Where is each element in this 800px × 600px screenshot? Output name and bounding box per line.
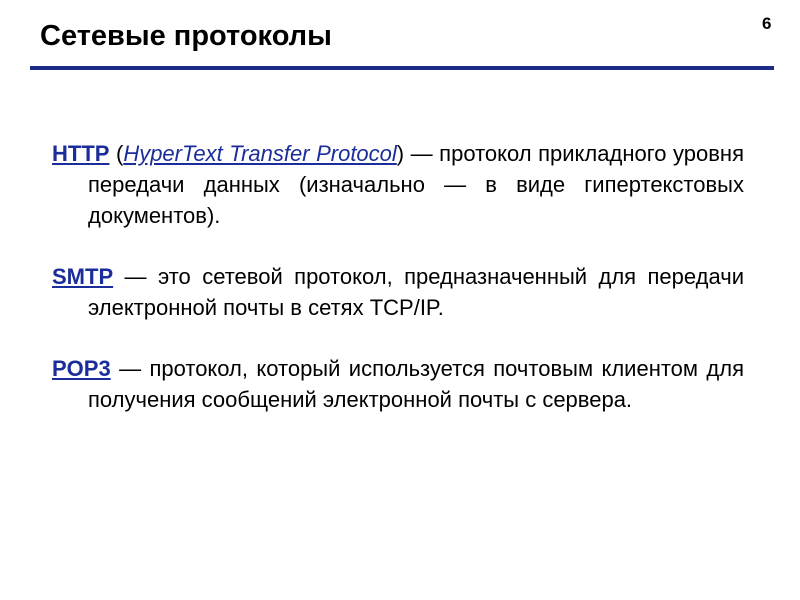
protocol-item-http (52, 138, 744, 231)
pop3-description: — протокол, который используется почтовым клиентом для получения сообщений электронной почты с сервера. (88, 356, 744, 412)
http-open-paren: ( (109, 141, 124, 166)
http-term-link[interactable]: HTTP (52, 141, 110, 166)
protocol-item-smtp (52, 261, 744, 323)
smtp-term-link[interactable]: SMTP (52, 264, 114, 289)
protocol-list (52, 138, 744, 445)
slide-title: Сетевые протоколы (40, 20, 332, 52)
page-number: 6 (762, 14, 772, 33)
http-expansion-link[interactable]: HyperText Transfer Protocol (123, 141, 397, 166)
pop3-term-link[interactable]: POP3 (52, 356, 111, 381)
http-description: ) — протокол прикладного уровня передачи данных (изначально — в виде гипертекстовых документов). (88, 141, 744, 228)
title-underline-divider (30, 66, 774, 70)
protocol-item-pop3 (52, 353, 744, 415)
smtp-description: — это сетевой протокол, предназначенный для передачи электронной почты в сетях TCP/IP. (88, 264, 744, 320)
